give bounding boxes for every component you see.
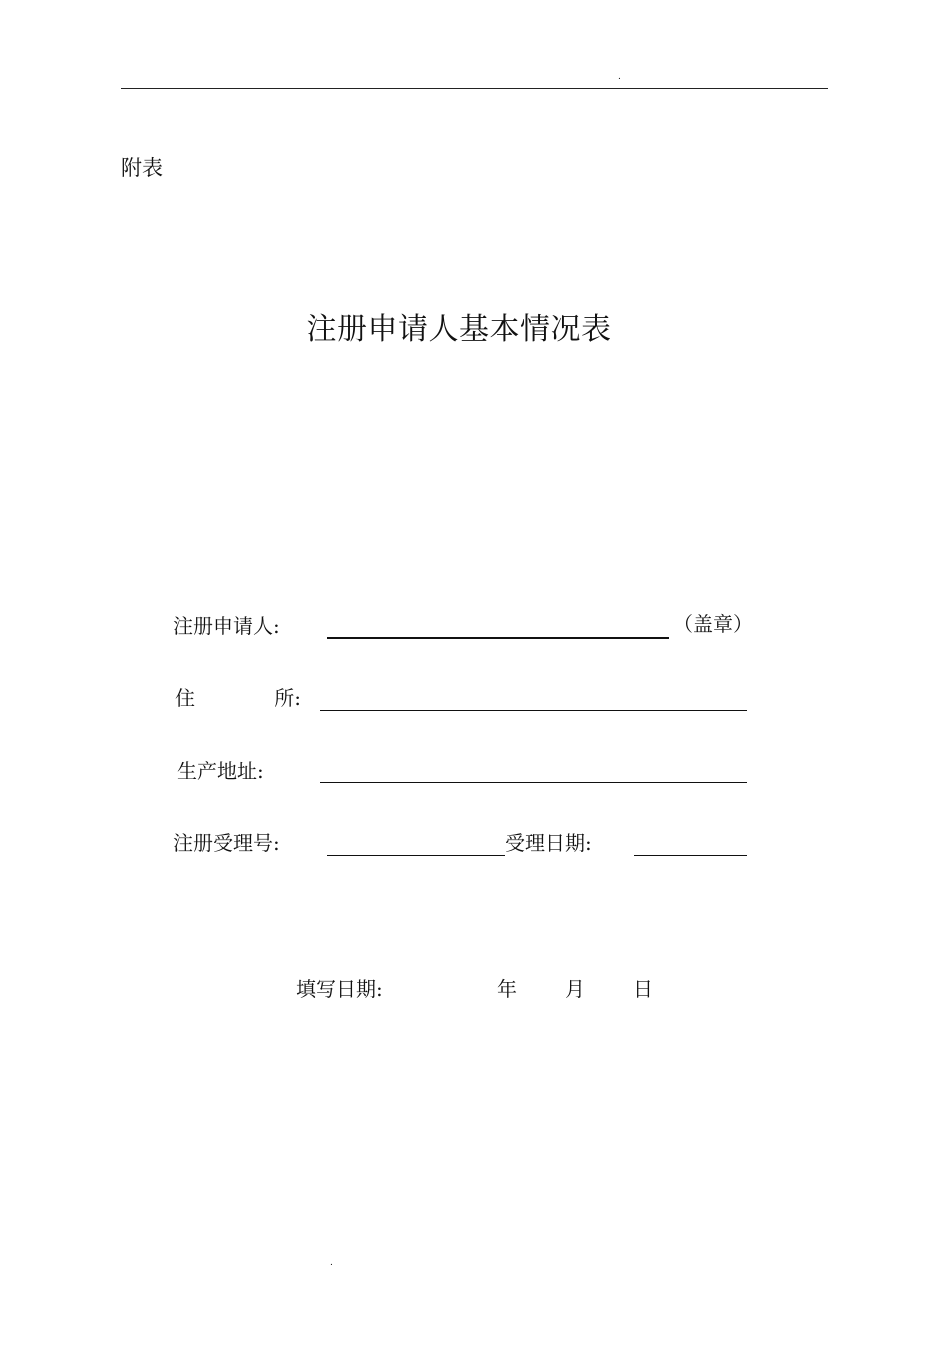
seal-note: （盖章） bbox=[673, 612, 753, 636]
residence-label-left: 住 bbox=[175, 686, 195, 710]
registration-number-field[interactable] bbox=[327, 855, 505, 856]
fill-date-label: 填写日期: bbox=[296, 977, 383, 1001]
footer-dot: . bbox=[330, 1258, 333, 1268]
applicant-field[interactable] bbox=[327, 637, 669, 639]
acceptance-date-field[interactable] bbox=[634, 855, 747, 856]
residence-label bbox=[175, 685, 301, 711]
header-dot: . bbox=[618, 72, 621, 82]
page-title: 注册申请人基本情况表 bbox=[306, 312, 612, 347]
fill-date-month: 月 bbox=[565, 977, 585, 1001]
header-rule bbox=[121, 88, 828, 89]
applicant-label: 注册申请人: bbox=[173, 614, 280, 638]
fill-date-day: 日 bbox=[633, 977, 653, 1001]
fill-date-year: 年 bbox=[497, 977, 517, 1001]
residence-field[interactable] bbox=[320, 710, 747, 711]
production-address-label: 生产地址: bbox=[177, 759, 264, 783]
registration-number-label: 注册受理号: bbox=[173, 831, 280, 855]
residence-label-right: 所: bbox=[274, 686, 301, 710]
production-address-field[interactable] bbox=[320, 782, 747, 783]
appendix-label: 附表 bbox=[121, 156, 163, 180]
acceptance-date-label: 受理日期: bbox=[505, 831, 592, 855]
